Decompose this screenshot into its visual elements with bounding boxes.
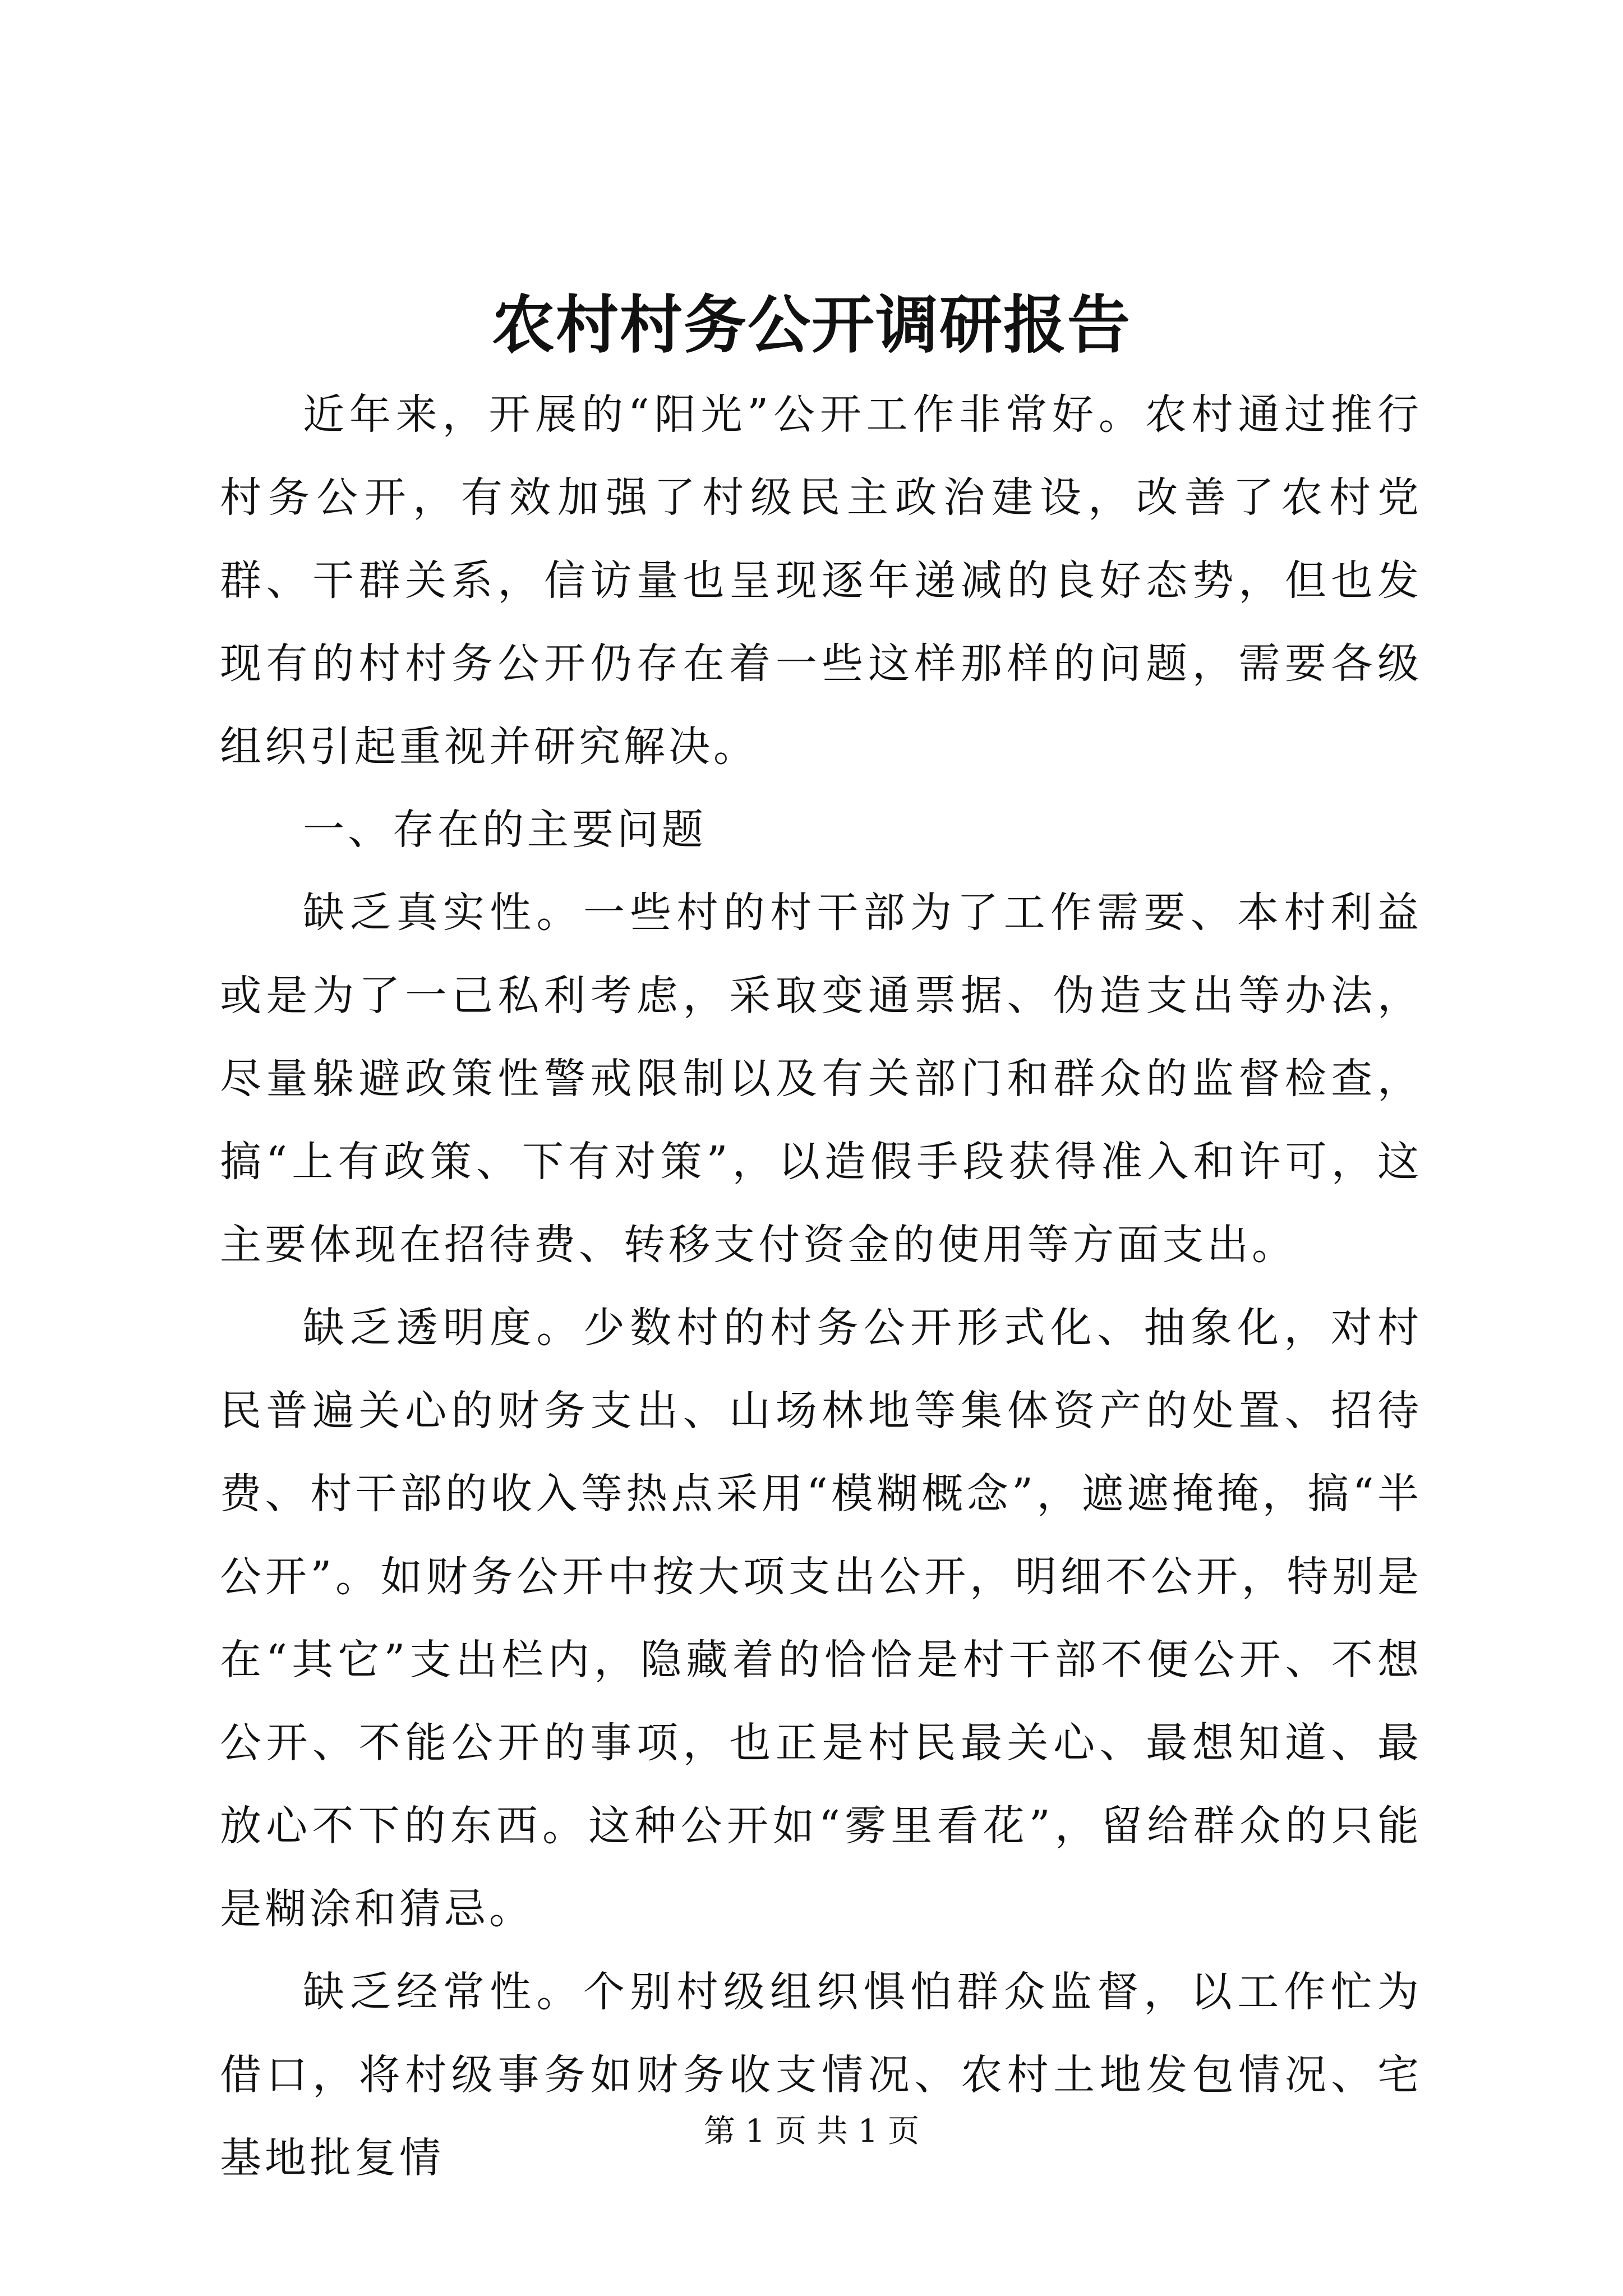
section-heading: 一、存在的主要问题 (303, 806, 707, 854)
paragraph-intro: 近年来，开展的“阳光”公开工作非常好。农村通过推行村务公开，有效加强了村级民主政治建设，改善了农村党群、干群关系，信访量也呈现逐年递减的良好态势，但也发现有的村村务公开仍存在着一些这样那样的问题，需要各级组织引起重视并研究解决。 (220, 390, 1422, 771)
paragraph-regularity: 缺乏经常性。个别村级组织惧怕群众监督，以工作忙为借口，将村级事务如财务收支情况、农村土地发包情况、宅基地批复情 (220, 1968, 1422, 2182)
document-title: 农村村务公开调研报告 (492, 288, 1131, 362)
paragraph-transparency: 缺乏透明度。少数村的村务公开形式化、抽象化，对村民普遍关心的财务支出、山场林地等集体资产的处置、招待费、村干部的收入等热点采用“模糊概念”，遮遮掩掩，搞“半公开”。如财务公开中按大项支出公开，明细不公开，特别是在“其它”支出栏内，隐藏着的恰恰是村干部不便公开、不想公开、不能公开的事项，也正是村民最关心、最想知道、最放心不下的东西。这种公开如“雾里看花”，留给群众的只能是糊涂和猜忌。 (220, 1304, 1422, 1933)
page-footer: 第 1 页 共 1 页 (703, 2113, 920, 2150)
paragraph-authenticity: 缺乏真实性。一些村的村干部为了工作需要、本村利益或是为了一己私利考虑，采取变通票据、伪造支出等办法，尽量躲避政策性警戒限制以及有关部门和群众的监督检查，搞“上有政策、下有对策”，以造假手段获得准入和许可，这主要体现在招待费、转移支付资金的使用等方面支出。 (220, 889, 1422, 1269)
document-body (220, 373, 1422, 2200)
